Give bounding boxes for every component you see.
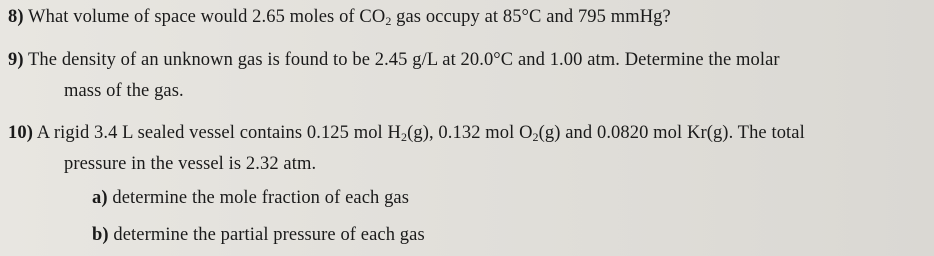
part-b-text: determine the partial pressure of each gas [113,225,425,245]
question-10-part-b [92,224,425,246]
question-9-text-line-1: The density of an unknown gas is found to be 2.45 g/L at 20.0°C and 1.00 atm. Determine the molar [28,50,780,70]
part-b-label: b) [92,225,109,245]
question-10-text-a: A rigid 3.4 L sealed vessel contains 0.125 mol H [36,123,401,143]
question-10-subscript-h2: 2 [400,130,408,144]
question-9-line-2 [64,80,184,102]
question-9-line-1 [8,49,780,71]
question-10-subscript-o2: 2 [532,130,539,144]
question-8-subscript: 2 [385,14,392,28]
question-10-line-1 [8,122,805,144]
question-10-number: 10) [8,123,33,143]
question-8-text-b: gas occupy at 85°C and 795 mmHg? [391,7,671,27]
part-a-label: a) [92,188,108,208]
part-a-text: determine the mole fraction of each gas [112,188,410,208]
question-8 [8,6,671,28]
question-9-text-line-2: mass of the gas. [64,81,184,101]
question-8-text-a: What volume of space would 2.65 moles of CO [28,7,386,27]
question-10-text-b: (g), 0.132 mol O [407,123,533,143]
question-10-text-c: (g) and 0.0820 mol Kr(g). The total [538,123,805,143]
question-10-part-a [92,187,409,209]
question-9-number: 9) [8,50,24,70]
question-10-text-line-2: pressure in the vessel is 2.32 atm. [64,154,317,174]
question-10-line-2 [64,153,316,175]
question-8-number: 8) [8,7,24,27]
